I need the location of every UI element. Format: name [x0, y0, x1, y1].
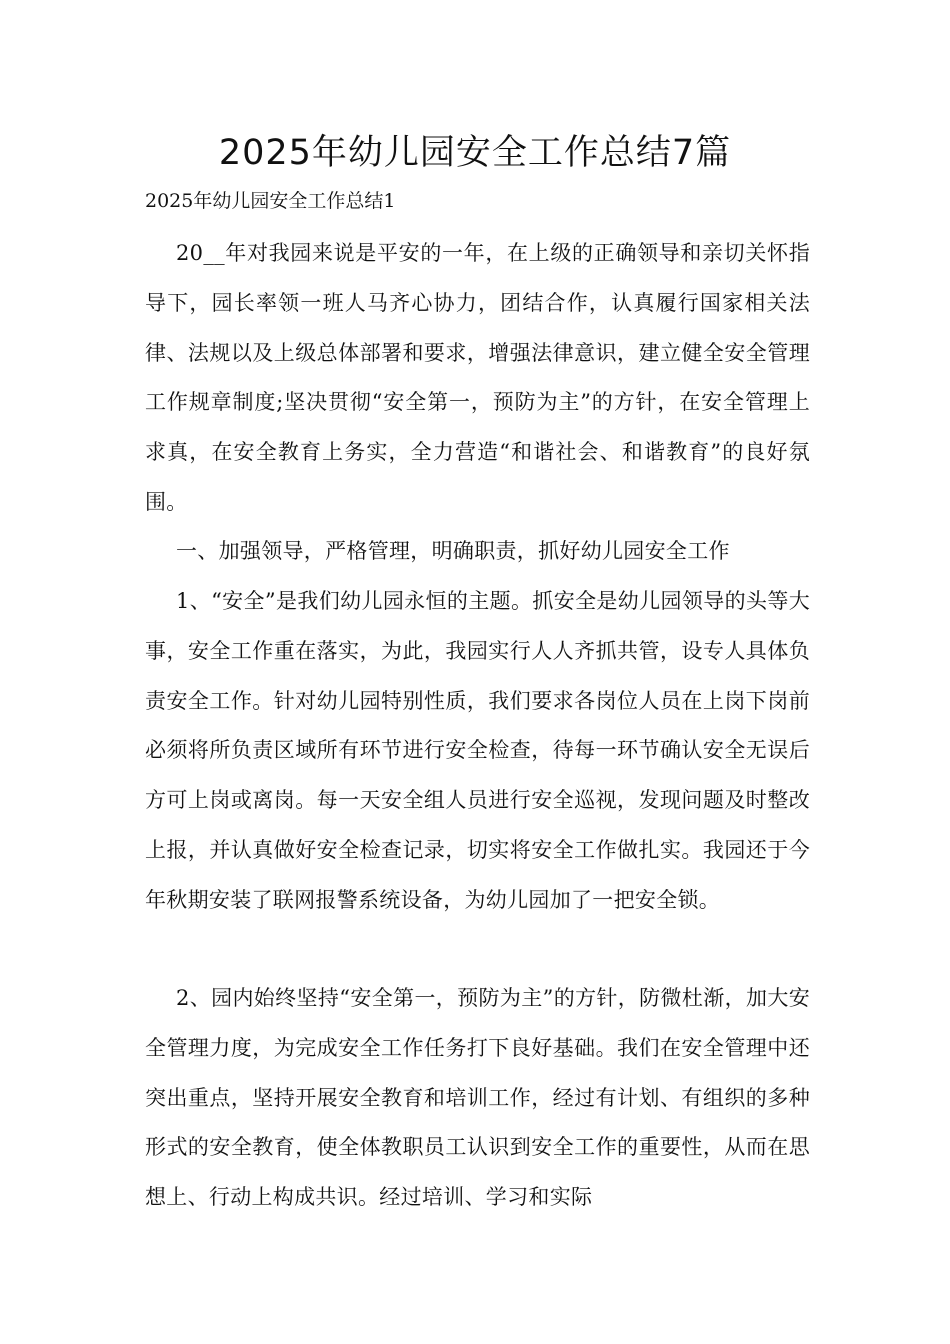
paragraph-intro: 20__年对我园来说是平安的一年，在上级的正确领导和亲切关怀指导下，园长率领一班人马齐心协力，团结合作，认真履行国家相关法律、法规以及上级总体部署和要求，增强法律意识，建立健全安全管理工作规章制度;坚决贯彻“安全第一，预防为主”的方针，在安全管理上求真，在安全教育上务实，全力营造“和谐社会、和谐教育”的良好氛围。 — [145, 241, 810, 514]
section-heading: 2025年幼儿园安全工作总结1 — [145, 190, 396, 212]
document-title: 2025年幼儿园安全工作总结7篇 — [218, 133, 732, 173]
paragraph-section-one-heading: 一、加强领导，严格管理，明确职责，抓好幼儿园安全工作 — [176, 539, 730, 563]
paragraph-item-2: 2、园内始终坚持“安全第一，预防为主”的方针，防微杜渐，加大安全管理力度，为完成安全工作任务打下良好基础。我们在安全管理中还突出重点，坚持开展安全教育和培训工作，经过有计划、有组织的多种形式的安全教育，使全体教职员工认识到安全工作的重要性，从而在思想上、行动上构成共识。经过培训、学习和实际 — [145, 986, 810, 1210]
paragraph-item-1: 1、“安全”是我们幼儿园永恒的主题。抓安全是幼儿园领导的头等大事，安全工作重在落实，为此，我园实行人人齐抓共管，设专人具体负责安全工作。针对幼儿园特别性质，我们要求各岗位人员在上岗下岗前必须将所负责区域所有环节进行安全检查，待每一环节确认安全无误后方可上岗或离岗。每一天安全组人员进行安全巡视，发现问题及时整改上报，并认真做好安全检查记录，切实将安全工作做扎实。我园还于今年秋期安装了联网报警系统设备，为幼儿园加了一把安全锁。 — [145, 589, 810, 912]
